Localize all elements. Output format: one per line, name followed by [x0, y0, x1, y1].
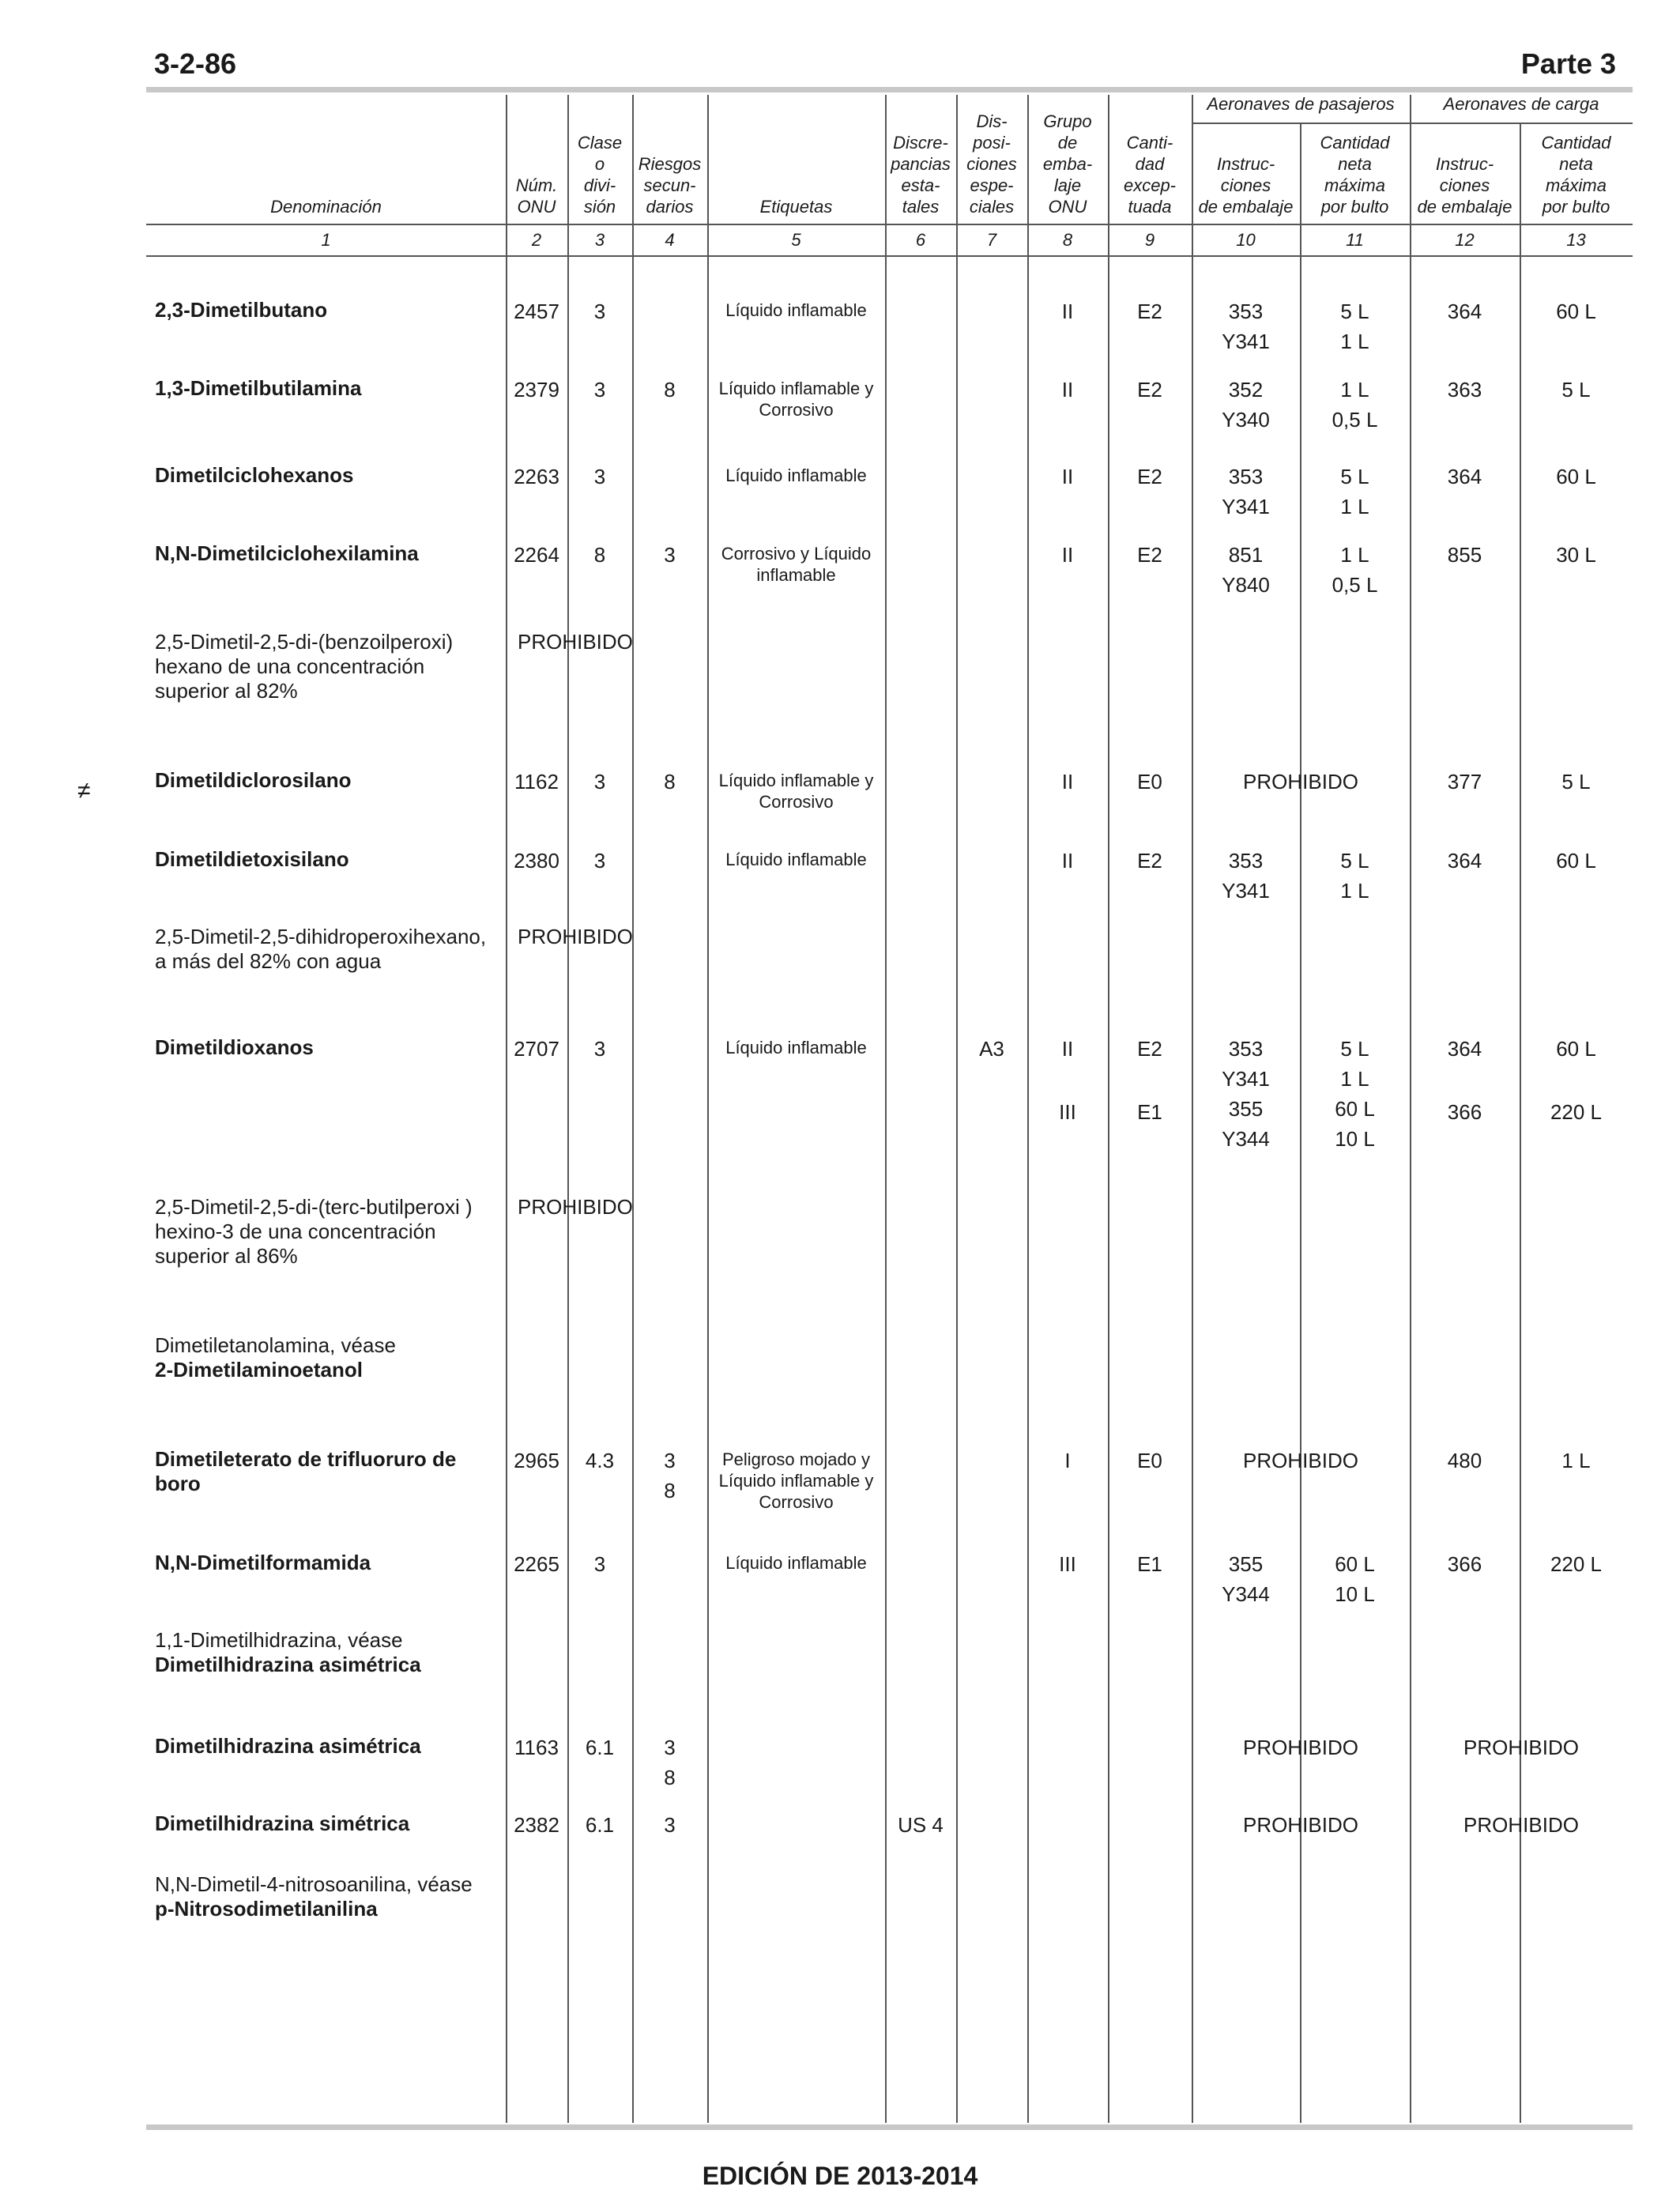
passenger-packing-instruction: 353 — [1228, 300, 1264, 323]
cargo-max-quantity: 5 L — [1561, 770, 1591, 794]
passenger-max-quantity: 1 L — [1340, 543, 1369, 567]
name-bold-text: Dimetildietoxisilano — [155, 847, 349, 871]
class-division: 4.3 — [585, 1449, 615, 1472]
name-bold-text: p-Nitrosodimetilanilina — [155, 1897, 378, 1921]
passenger-prohibited: PROHIBIDO — [1243, 1736, 1358, 1759]
column-number-12: 12 — [1455, 230, 1475, 250]
label-text: Líquido inflamable — [725, 1038, 867, 1057]
un-number: 2265 — [514, 1552, 559, 1576]
passenger-max-quantity: 60 L — [1335, 1552, 1375, 1576]
column-number-1: 1 — [321, 230, 331, 250]
passenger-packing-instruction: 353 — [1228, 465, 1264, 488]
column-header-12: Instruc- ciones de embalaje — [1417, 154, 1512, 217]
substance-name — [155, 925, 503, 974]
passenger-max-quantity: 0,5 L — [1332, 573, 1378, 597]
name-text: 2,5-Dimetil-2,5-di-(benzoilperoxi) hexano de una concentración superior al 82% — [155, 630, 454, 703]
column-number-5: 5 — [791, 230, 801, 250]
packing-group: II — [1061, 465, 1074, 488]
cargo-max-quantity: 1 L — [1561, 1449, 1591, 1472]
passenger-prohibited: PROHIBIDO — [1243, 1813, 1358, 1837]
class-division: 3 — [593, 770, 606, 794]
passenger-packing-instruction: Y341 — [1222, 495, 1270, 518]
un-number: 2382 — [514, 1813, 559, 1837]
subsidiary-risk: 3 — [664, 1813, 676, 1837]
cargo-packing-instruction: 366 — [1447, 1100, 1482, 1124]
substance-name — [155, 1811, 503, 1836]
cargo-packing-instruction: 364 — [1447, 465, 1482, 488]
excepted-quantity: E1 — [1137, 1100, 1162, 1124]
cargo-max-quantity: 220 L — [1550, 1100, 1603, 1124]
cargo-max-quantity: 60 L — [1556, 849, 1596, 873]
passenger-prohibited: PROHIBIDO — [1243, 770, 1358, 794]
column-number-10: 10 — [1236, 230, 1256, 250]
group-header-cargo: Aeronaves de carga — [1443, 94, 1599, 114]
cargo-max-quantity: 5 L — [1561, 378, 1591, 401]
cargo-packing-instruction: 364 — [1447, 300, 1482, 323]
label-text: Líquido inflamable — [725, 850, 867, 869]
excepted-quantity: E2 — [1137, 849, 1162, 873]
name-text: Dimetiletanolamina, véase — [155, 1333, 396, 1357]
column-divider — [956, 95, 958, 2123]
cargo-packing-instruction: 363 — [1447, 378, 1482, 401]
column-number-7: 7 — [986, 230, 997, 250]
cargo-max-quantity: 60 L — [1556, 300, 1596, 323]
substance-name — [155, 1551, 503, 1575]
label-text: Líquido inflamable — [725, 1553, 867, 1573]
substance-name — [155, 768, 503, 793]
label-text: Líquido inflamable — [725, 300, 867, 320]
column-header-2: Núm. ONU — [515, 175, 558, 217]
name-text: 2,5-Dimetil-2,5-dihidroperoxihexano, a más del 82% con agua — [155, 925, 487, 973]
part-label: Parte 3 — [1520, 47, 1616, 80]
group-pax-rule — [1192, 123, 1633, 124]
subsidiary-risk: 8 — [664, 770, 676, 794]
cargo-prohibited: PROHIBIDO — [1463, 1736, 1579, 1759]
label-text: Líquido inflamable y Corrosivo — [718, 771, 874, 812]
label-text: Líquido inflamable y Corrosivo — [718, 379, 874, 420]
substance-name — [155, 1333, 503, 1382]
prohibited-all-label: PROHIBIDO — [518, 630, 633, 654]
name-bold-text: 2,3-Dimetilbutano — [155, 298, 328, 322]
bottom-rule — [146, 2124, 1633, 2130]
passenger-packing-instruction: Y340 — [1222, 408, 1270, 432]
name-bold-text: Dimetilciclohexanos — [155, 463, 354, 487]
substance-name — [155, 1872, 503, 1921]
class-division: 3 — [593, 1552, 606, 1576]
column-header-7: Dis- posi- ciones espe- ciales — [966, 111, 1017, 217]
column-header-6: Discre- pancias esta- tales — [891, 133, 951, 217]
prohibited-all-label: PROHIBIDO — [518, 1195, 633, 1219]
passenger-max-quantity: 10 L — [1335, 1127, 1375, 1151]
passenger-packing-instruction: Y341 — [1222, 330, 1270, 353]
passenger-max-quantity: 5 L — [1340, 849, 1369, 873]
packing-group: III — [1059, 1100, 1076, 1124]
un-number: 2965 — [514, 1449, 559, 1472]
name-bold-text: 1,3-Dimetilbutilamina — [155, 376, 362, 400]
passenger-packing-instruction: Y341 — [1222, 1067, 1270, 1091]
excepted-quantity: E2 — [1137, 1037, 1162, 1061]
top-rule — [146, 87, 1633, 92]
name-bold-text: Dimetilhidrazina asimétrica — [155, 1734, 421, 1758]
column-header-1: Denominación — [270, 197, 382, 217]
class-division: 3 — [593, 378, 606, 401]
un-number: 2380 — [514, 849, 559, 873]
cargo-max-quantity: 30 L — [1556, 543, 1596, 567]
packing-group: III — [1059, 1552, 1076, 1576]
substance-name — [155, 1035, 503, 1060]
cargo-max-quantity: 220 L — [1550, 1552, 1603, 1576]
passenger-packing-instruction: 353 — [1228, 849, 1264, 873]
column-number-13: 13 — [1566, 230, 1586, 250]
column-header-3: Clase o divi- sión — [577, 133, 623, 217]
edition-footer: EDICIÓN DE 2013-2014 — [702, 2162, 978, 2190]
column-number-6: 6 — [915, 230, 926, 250]
passenger-max-quantity: 0,5 L — [1332, 408, 1378, 432]
passenger-max-quantity: 1 L — [1340, 330, 1369, 353]
subsidiary-risk: 3 — [664, 543, 676, 567]
label-text: Corrosivo y Líquido inflamable — [721, 544, 872, 585]
substance-name — [155, 847, 503, 872]
excepted-quantity: E0 — [1137, 770, 1162, 794]
subsidiary-risk: 3 8 — [664, 1449, 676, 1502]
name-text: 2,5-Dimetil-2,5-di-(terc-butilperoxi ) hexino-3 de una concentración superior al 86% — [155, 1195, 473, 1268]
packing-group: II — [1061, 849, 1074, 873]
column-header-13: Cantidad neta máxima por bulto — [1541, 133, 1611, 217]
un-number: 2379 — [514, 378, 559, 401]
packing-group: II — [1061, 1037, 1074, 1061]
passenger-max-quantity: 5 L — [1340, 1037, 1369, 1061]
column-number-2: 2 — [531, 230, 542, 250]
un-number: 2457 — [514, 300, 559, 323]
passenger-packing-instruction: 355 — [1228, 1097, 1264, 1121]
name-bold-text: 2-Dimetilaminoetanol — [155, 1358, 363, 1382]
cargo-packing-instruction: 364 — [1447, 1037, 1482, 1061]
cargo-packing-instruction: 377 — [1447, 770, 1482, 794]
class-division: 6.1 — [585, 1813, 615, 1837]
packing-group: II — [1061, 300, 1074, 323]
substance-name — [155, 1734, 503, 1759]
passenger-packing-instruction: 353 — [1228, 1037, 1264, 1061]
substance-name — [155, 541, 503, 566]
cargo-max-quantity: 60 L — [1556, 1037, 1596, 1061]
passenger-prohibited: PROHIBIDO — [1243, 1449, 1358, 1472]
column-header-10: Instruc- ciones de embalaje — [1198, 154, 1294, 217]
passenger-max-quantity: 1 L — [1340, 879, 1369, 903]
packing-group: II — [1061, 543, 1074, 567]
class-division: 3 — [593, 465, 606, 488]
column-header-4: Riesgos secun- darios — [638, 154, 702, 217]
cargo-prohibited: PROHIBIDO — [1463, 1813, 1579, 1837]
un-number: 2263 — [514, 465, 559, 488]
un-number: 1163 — [514, 1736, 559, 1759]
excepted-quantity: E0 — [1137, 1449, 1162, 1472]
passenger-max-quantity: 10 L — [1335, 1582, 1375, 1606]
class-division: 3 — [593, 849, 606, 873]
passenger-packing-instruction: 352 — [1228, 378, 1264, 401]
passenger-max-quantity: 1 L — [1340, 1067, 1369, 1091]
packing-group: II — [1061, 378, 1074, 401]
cargo-packing-instruction: 855 — [1447, 543, 1482, 567]
column-header-11: Cantidad neta máxima por bulto — [1320, 133, 1390, 217]
name-bold-text: Dimetileterato de trifluoruro de boro — [155, 1447, 457, 1495]
cargo-packing-instruction: 364 — [1447, 849, 1482, 873]
column-divider — [707, 95, 709, 2123]
substance-name — [155, 1447, 503, 1496]
passenger-packing-instruction: Y341 — [1222, 879, 1270, 903]
un-number: 1162 — [514, 770, 559, 794]
passenger-max-quantity: 1 L — [1340, 495, 1369, 518]
prohibited-all-label: PROHIBIDO — [518, 925, 633, 948]
change-mark: ≠ — [77, 778, 91, 804]
name-text: N,N-Dimetil-4-nitrosoanilina, véase — [155, 1872, 473, 1896]
group-header-passenger: Aeronaves de pasajeros — [1207, 94, 1395, 114]
page-number: 3-2-86 — [154, 47, 237, 80]
excepted-quantity: E2 — [1137, 543, 1162, 567]
cargo-packing-instruction: 366 — [1447, 1552, 1482, 1576]
cargo-packing-instruction: 480 — [1447, 1449, 1482, 1472]
label-text: Peligroso mojado y Líquido inflamable y Corrosivo — [718, 1449, 874, 1512]
substance-name — [155, 463, 503, 488]
name-text: 1,1-Dimetilhidrazina, véase — [155, 1628, 403, 1652]
name-bold-text: Dimetilhidrazina asimétrica — [155, 1653, 421, 1676]
passenger-packing-instruction: Y344 — [1222, 1127, 1270, 1151]
substance-name — [155, 376, 503, 401]
name-bold-text: Dimetildiclorosilano — [155, 768, 352, 792]
class-division: 3 — [593, 300, 606, 323]
state-variation: US 4 — [898, 1813, 944, 1837]
special-provision: A3 — [979, 1037, 1004, 1061]
excepted-quantity: E2 — [1137, 465, 1162, 488]
column-number-4: 4 — [665, 230, 675, 250]
passenger-packing-instruction: Y344 — [1222, 1582, 1270, 1606]
passenger-packing-instruction: Y840 — [1222, 573, 1270, 597]
packing-group: II — [1061, 770, 1074, 794]
substance-name — [155, 298, 503, 322]
excepted-quantity: E2 — [1137, 300, 1162, 323]
name-bold-text: N,N-Dimetilformamida — [155, 1551, 371, 1574]
un-number: 2707 — [514, 1037, 559, 1061]
column-header-5: Etiquetas — [759, 197, 833, 217]
column-number-9: 9 — [1144, 230, 1155, 250]
column-header-8: Grupo de emba- laje ONU — [1042, 111, 1093, 217]
name-bold-text: Dimetilhidrazina simétrica — [155, 1811, 410, 1835]
column-number-3: 3 — [594, 230, 605, 250]
substance-name — [155, 1628, 503, 1677]
passenger-max-quantity: 60 L — [1335, 1097, 1375, 1121]
name-bold-text: Dimetildioxanos — [155, 1035, 314, 1059]
name-bold-text: N,N-Dimetilciclohexilamina — [155, 541, 419, 565]
substance-name — [155, 1195, 503, 1269]
column-number-8: 8 — [1062, 230, 1073, 250]
excepted-quantity: E2 — [1137, 378, 1162, 401]
class-division: 6.1 — [585, 1736, 615, 1759]
packing-group: I — [1064, 1449, 1071, 1472]
passenger-max-quantity: 5 L — [1340, 300, 1369, 323]
cargo-max-quantity: 60 L — [1556, 465, 1596, 488]
class-division: 3 — [593, 1037, 606, 1061]
passenger-max-quantity: 5 L — [1340, 465, 1369, 488]
column-header-9: Canti- dad excep- tuada — [1123, 133, 1177, 217]
subsidiary-risk: 3 8 — [664, 1736, 676, 1789]
class-division: 8 — [593, 543, 606, 567]
excepted-quantity: E1 — [1137, 1552, 1162, 1576]
passenger-packing-instruction: 851 — [1228, 543, 1264, 567]
passenger-max-quantity: 1 L — [1340, 378, 1369, 401]
subsidiary-risk: 8 — [664, 378, 676, 401]
substance-name — [155, 630, 503, 703]
passenger-packing-instruction: 355 — [1228, 1552, 1264, 1576]
column-number-11: 11 — [1346, 230, 1364, 250]
label-text: Líquido inflamable — [725, 466, 867, 485]
un-number: 2264 — [514, 543, 559, 567]
